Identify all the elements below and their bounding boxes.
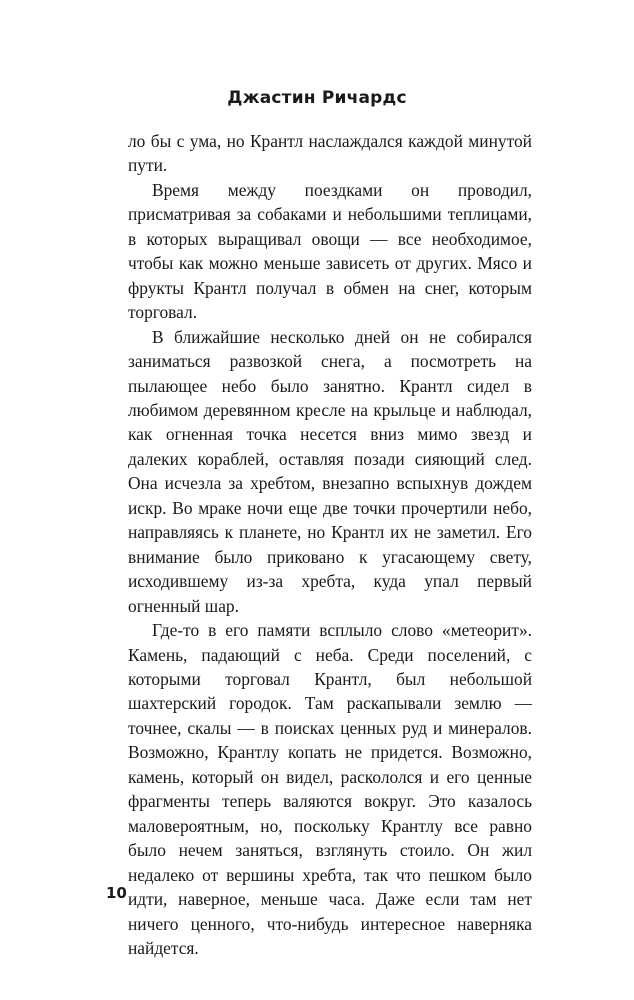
body-text [128,129,532,960]
paragraph-continuation: ло бы с ума, но Крантл наслаждался каждой минутой пути. [128,131,532,176]
paragraph: Где-то в его памяти всплыло слово «метеорит». Камень, падающий с неба. Среди поселений, с которыми торговал Крантл, был небольшой шахтерский городок. Там раскапывали землю — точнее, скалы — в поисках ценных руд и минералов. Возможно, Крантлу копать не придется. Возможно, камень, который он видел, раскололся и его ценные фрагменты теперь валяются вокруг. Это казалось маловероятным, но, поскольку Крантлу все равно было нечем заняться, взглянуть стоило. Он жил недалеко от вершины хребта, так что пешком было идти, наверное, меньше часа. Даже если там нет ничего ценного, что-нибудь интересное наверняка найдется. [128,620,532,958]
running-title: Джастин Ричардс [227,88,407,108]
paragraph: Время между поездками он проводил, присматривая за собаками и небольшими теплицами, в которых выращивал овощи — все необходимое, чтобы как можно меньше зависеть от других. Мясо и фрукты Крантл получал в обмен на снег, которым торговал. [128,179,532,323]
paragraph: В ближайшие несколько дней он не собирался заниматься развозкой снега, а посмотреть на пылающее небо было занятно. Крантл сидел в любимом деревянном кресле на крыльце и наблюдал, как огненная точка несется вниз мимо звезд и далеких кораблей, оставляя позади сияющий след. Она исчезла за хребтом, внезапно вспыхнув дождем искр. Во мраке ночи еще две точки прочертили небо, направляясь к планете, но Крантл их не заметил. Его внимание было приковано к угасающему свету, исходившему из-за хребта, куда упал первый огненный шар. [128,326,532,616]
page-number: 10 [106,884,127,902]
